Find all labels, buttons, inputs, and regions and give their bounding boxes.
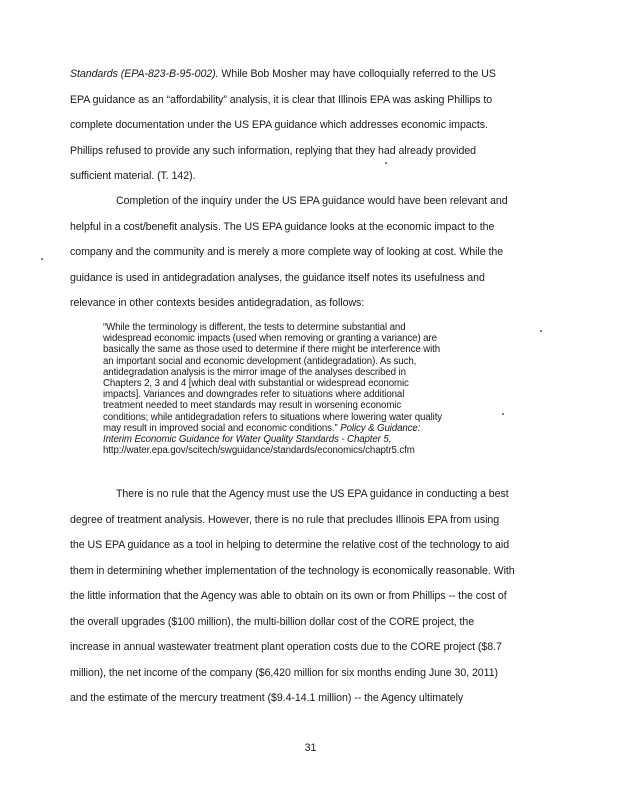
text-line: Completion of the inquiry under the US EPA guidance would have been relevant and <box>116 195 508 207</box>
text-line: the US EPA guidance as a tool in helping to determine the relative cost of the technology to aid <box>70 539 510 551</box>
text-line: the overall upgrades ($100 million), the multi-billion dollar cost of the CORE project, the <box>70 615 475 628</box>
text-line: and the estimate of the mercury treatment ($9.4-14.1 million) -- the Agency ultimately <box>70 692 464 704</box>
paragraph-3 <box>70 482 550 712</box>
text-line: EPA guidance as an “affordability” analysis, it is clear that Illinois EPA was asking Phillips to <box>70 93 493 106</box>
block-quote <box>103 322 533 456</box>
paragraph-1 <box>70 62 550 190</box>
citation-italic: Standards (EPA-823-B-95-002). <box>70 68 219 80</box>
quote-citation-subtitle: Interim Economic Guidance for Water Quality Standards - Chapter 5, <box>103 434 392 446</box>
quote-line: impacts]. Variances and downgrades refer to situations where additional <box>103 389 405 401</box>
text-line: helpful in a cost/benefit analysis. The US EPA guidance looks at the economic impact to the <box>70 220 495 233</box>
scan-speck <box>41 258 43 260</box>
text-line: Phillips refused to provide any such information, replying that they had already provided <box>70 144 477 157</box>
page-number: 31 <box>304 742 317 754</box>
text-line: the little information that the Agency was able to obtain on its own or from Phillips -- the cost of <box>70 590 507 602</box>
text-line: Standards (EPA-823-B-95-002). While Bob Mosher may have colloquially referred to the US <box>70 68 496 80</box>
quote-line: Chapters 2, 3 and 4 [which deal with substantial or widespread economic <box>103 378 409 390</box>
text-line: There is no rule that the Agency must use the US EPA guidance in conducting a best <box>116 488 509 500</box>
text-line: guidance is used in antidegradation analyses, the guidance itself notes its usefulness and <box>70 271 485 284</box>
quote-line: “While the terminology is different, the tests to determine substantial and <box>103 322 406 333</box>
quote-line: widespread economic impacts (used when removing or granting a variance) are <box>103 333 437 345</box>
quote-line: an important social and economic development (antidegradation). As such, <box>103 355 417 367</box>
scan-speck <box>540 330 542 332</box>
text-line: million), the net income of the company ($6,420 million for six months ending June 30, 2011) <box>70 666 499 679</box>
quote-line: treatment needed to meet standards may result in worsening economic <box>103 400 402 412</box>
text-line: increase in annual wastewater treatment plant operation costs due to the CORE project ($8.7 <box>70 641 502 653</box>
scan-speck <box>385 162 387 164</box>
quote-url: http://water.epa.gov/scitech/swguidance/standards/economics/chaptr5.cfm <box>103 445 415 457</box>
quote-line: may result in improved social and economic conditions.” Policy & Guidance: <box>103 422 421 434</box>
quote-line: antidegradation analysis is the mirror image of the analyses described in <box>103 366 406 378</box>
text-line: relevance in other contexts besides antidegradation, as follows: <box>70 297 365 309</box>
paragraph-2 <box>70 189 550 317</box>
quote-citation-title: Policy & Guidance: <box>340 422 421 434</box>
text-line: degree of treatment analysis. However, there is no rule that precludes Illinois EPA from using <box>70 513 500 526</box>
text-line: company and the community and is merely a more complete way of looking at cost. While the <box>70 246 504 258</box>
text-line: complete documentation under the US EPA guidance which addresses economic impacts. <box>70 119 488 131</box>
quote-line: basically the same as those used to determine if there might be interference with <box>103 344 441 356</box>
text-line: them in determining whether implementation of the technology is economically reasonable. With <box>70 564 515 577</box>
quote-line: conditions; while antidegradation refers to situations where lowering water quality <box>103 411 443 423</box>
text-line: sufficient material. (T. 142). <box>70 170 196 182</box>
scan-speck <box>502 413 504 415</box>
